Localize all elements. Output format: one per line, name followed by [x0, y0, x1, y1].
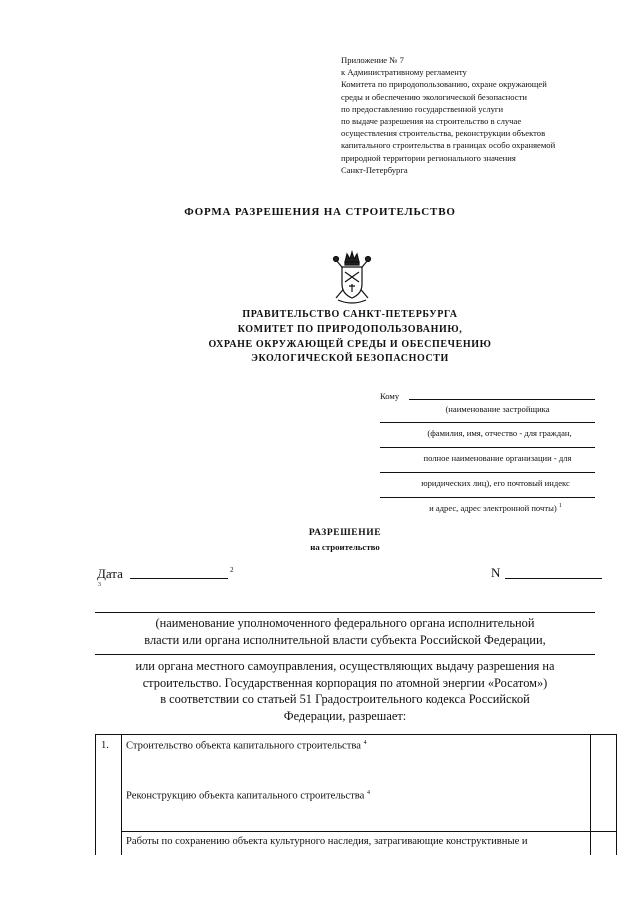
recipient-line-2[interactable]: [380, 422, 595, 423]
table-row: [126, 790, 370, 802]
number-label: N: [491, 565, 501, 580]
authority-text-line: в соответствии со статьей 51 Градостроительного кодекса Российской: [160, 692, 530, 706]
permit-table: [95, 734, 617, 855]
recipient-caption: и адрес, адрес электронной почты): [429, 503, 557, 513]
number-field[interactable]: [505, 578, 602, 579]
permit-title: РАЗРЕШЕНИЕ: [308, 528, 382, 538]
authority-text-line: или органа местного самоуправления, осуществляющих выдачу разрешения на: [135, 659, 555, 673]
recipient-caption: юридических лиц), его почтовый индекс: [421, 478, 570, 488]
permit-subtitle: на строительство: [310, 542, 380, 552]
appendix-line: среды и обеспечению экологической безопасности: [341, 91, 527, 102]
appendix-line: Комитета по природопользованию, охране окружающей: [341, 79, 547, 90]
authority-text: [95, 658, 595, 724]
authority-line-1[interactable]: [95, 612, 595, 613]
appendix-line: капитального строительства в границах особо охраняемой: [341, 140, 556, 151]
recipient-line-3[interactable]: [380, 447, 595, 448]
table-row: [126, 836, 528, 847]
table-row: [126, 740, 367, 752]
recipient-name-field[interactable]: [409, 399, 595, 400]
government-line: ЭКОЛОГИЧЕСКОЙ БЕЗОПАСНОСТИ: [251, 353, 449, 365]
recipient-label: Кому: [380, 391, 400, 401]
government-line: КОМИТЕТ ПО ПРИРОДОПОЛЬЗОВАНИЮ,: [237, 323, 463, 335]
recipient-caption: (фамилия, имя, отчество - для граждан,: [427, 428, 572, 438]
authority-text-line: строительство. Государственная корпорация по атомной энергии «Росатом»): [142, 675, 548, 690]
authority-text-line: Федерации, разрешает:: [283, 708, 407, 723]
appendix-line: Санкт-Петербурга: [341, 164, 408, 175]
table-cell-text: Строительство объекта капитального строительства: [126, 740, 361, 752]
recipient-row: [380, 391, 595, 401]
recipient-line-5[interactable]: [380, 497, 595, 498]
government-header: [0, 308, 640, 367]
date-label-text: Дата: [97, 566, 123, 581]
recipient-caption: (наименование застройщика: [445, 404, 550, 414]
appendix-line: к Административному регламенту: [341, 67, 467, 78]
appendix-header: [341, 54, 631, 176]
government-line: ОХРАНЕ ОКРУЖАЮЩЕЙ СРЕДЫ И ОБЕСПЕЧЕНИЮ: [208, 338, 492, 350]
form-title: ФОРМА РАЗРЕШЕНИЯ НА СТРОИТЕЛЬСТВО: [184, 206, 456, 218]
appendix-line: по предоставлению государственной услуги: [341, 103, 504, 114]
footnote-marker: 4: [367, 790, 370, 796]
coat-of-arms-icon: [328, 248, 376, 306]
table-divider: [590, 735, 591, 855]
table-divider: [121, 735, 122, 855]
authority-caption-line: власти или органа исполнительной власти субъекта Российской Федерации,: [144, 632, 546, 647]
recipient-line-4[interactable]: [380, 472, 595, 473]
authority-caption-line: (наименование уполномоченного федерального органа исполнительной: [155, 616, 535, 630]
date-footnote-below: 3: [98, 582, 101, 588]
footnote-marker: 1: [558, 503, 562, 510]
date-footnote: 2: [230, 566, 234, 574]
date-label: [97, 566, 123, 582]
table-cell-text: Реконструкцию объекта капитального строительства: [126, 790, 365, 802]
appendix-line: по выдаче разрешения на строительство в случае: [341, 116, 522, 127]
table-cell-text: Работы по сохранению объекта культурного наследия, затрагивающие конструктивные и: [126, 836, 528, 847]
appendix-line: природной территории регионального значения: [341, 152, 516, 163]
government-line: ПРАВИТЕЛЬСТВО САНКТ-ПЕТЕРБУРГА: [242, 309, 458, 320]
authority-caption: [95, 615, 595, 648]
table-row-number: 1.: [101, 740, 109, 751]
recipient-caption-last: [388, 503, 603, 513]
appendix-line: Приложение № 7: [341, 55, 404, 65]
recipient-caption: полное наименование организации - для: [423, 453, 572, 463]
date-field[interactable]: [130, 578, 228, 579]
table-divider: [121, 831, 616, 832]
footnote-marker: 4: [363, 740, 367, 746]
appendix-line: осуществления строительства, реконструкции объектов: [341, 128, 546, 139]
authority-line-2[interactable]: [95, 654, 595, 655]
